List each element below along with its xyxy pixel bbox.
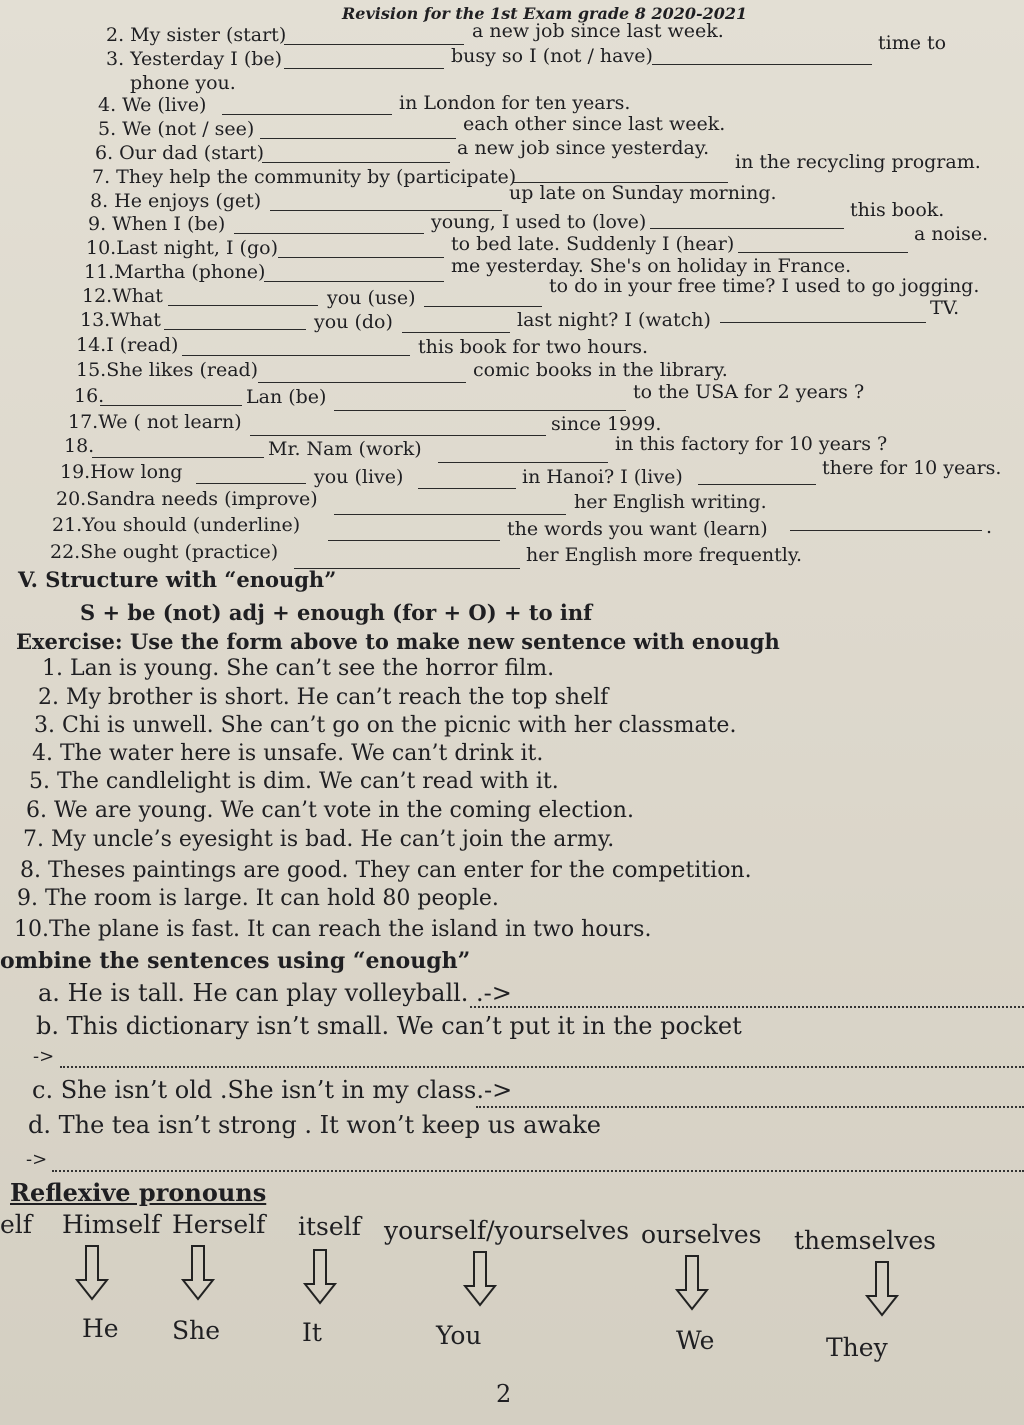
- combine-b-answer-line[interactable]: [60, 1066, 1024, 1068]
- combine-b-arrow: ->: [33, 1046, 55, 1067]
- q21-part-b: the words you want (learn): [507, 518, 768, 540]
- enough-item-3: 3. Chi is unwell. She can’t go on the picnic with her classmate.: [34, 713, 737, 738]
- q16-blank-2[interactable]: [334, 410, 626, 411]
- q4-part-a: 4. We (live): [98, 94, 207, 116]
- pronoun-itself: itself: [298, 1212, 361, 1241]
- q10-blank-1[interactable]: [278, 257, 444, 258]
- pronoun-yourself-yourselves: yourself/yourselves: [384, 1216, 630, 1245]
- down-arrow-icon: [462, 1250, 498, 1308]
- subject-they: They: [826, 1333, 888, 1362]
- pronoun-elf: elf: [0, 1210, 33, 1239]
- q19-part-d: there for 10 years.: [822, 457, 1002, 479]
- q17-blank[interactable]: [250, 435, 546, 436]
- q10-part-a: 10.Last night, I (go): [86, 237, 278, 259]
- q10-part-b: to bed late. Suddenly I (hear): [451, 233, 735, 255]
- subject-she: She: [172, 1316, 221, 1345]
- q17-part-a: 17.We ( not learn): [68, 411, 242, 433]
- q15-blank[interactable]: [258, 382, 466, 383]
- q12-part-c: to do in your free time? I used to go jogging.: [549, 275, 980, 297]
- enough-formula: S + be (not) adj + enough (for + O) + to inf: [80, 600, 593, 625]
- q4-blank[interactable]: [222, 114, 392, 115]
- q12-part-a: 12.What: [82, 285, 163, 307]
- q13-part-d: TV.: [930, 297, 960, 319]
- q2-part-a: 2. My sister (start): [106, 24, 287, 46]
- subject-he: He: [82, 1314, 119, 1343]
- section-v-title: V. Structure with “enough”: [18, 567, 337, 592]
- q6-blank[interactable]: [262, 162, 450, 163]
- pronoun-themselves: themselves: [794, 1226, 937, 1255]
- q3-blank-1[interactable]: [284, 68, 444, 69]
- enough-item-10: 10.The plane is fast. It can reach the island in two hours.: [14, 917, 652, 942]
- q9-part-a: 9. When I (be): [88, 213, 226, 235]
- q18-part-c: in this factory for 10 years ?: [615, 433, 888, 455]
- q5-part-b: each other since last week.: [463, 113, 726, 135]
- q16-blank-1[interactable]: [100, 405, 242, 406]
- q20-part-a: 20.Sandra needs (improve): [56, 488, 318, 510]
- down-arrow-icon: [674, 1254, 710, 1312]
- q21-blank-2[interactable]: [790, 530, 982, 531]
- q11-part-a: 11.Martha (phone): [84, 261, 266, 283]
- down-arrow-icon: [302, 1248, 338, 1306]
- q6-part-b: a new job since yesterday.: [457, 137, 710, 159]
- q18-blank-1[interactable]: [92, 457, 264, 458]
- q9-part-b: young, I used to (love): [431, 211, 647, 233]
- enough-item-7: 7. My uncle’s eyesight is bad. He can’t join the army.: [23, 827, 615, 852]
- enough-item-2: 2. My brother is short. He can’t reach the top shelf: [38, 685, 609, 710]
- q9-part-c: this book.: [850, 199, 945, 221]
- q20-blank[interactable]: [334, 514, 566, 515]
- combine-a: a. He is tall. He can play volleyball. .->: [38, 979, 512, 1007]
- q13-part-c: last night? I (watch): [517, 309, 711, 331]
- pronoun-herself: Herself: [172, 1210, 266, 1239]
- q13-blank-1[interactable]: [164, 329, 306, 330]
- reflexive-title: Reflexive pronouns: [10, 1178, 267, 1207]
- q19-part-a: 19.How long: [60, 461, 183, 483]
- q21-part-a: 21.You should (underline): [52, 514, 301, 536]
- q19-part-b: you (live): [314, 466, 404, 488]
- enough-item-8: 8. Theses paintings are good. They can enter for the competition.: [20, 858, 752, 883]
- q3-blank-2[interactable]: [652, 64, 872, 65]
- q15-part-a: 15.She likes (read): [76, 359, 259, 381]
- pronoun-himself: Himself: [62, 1210, 161, 1239]
- q3-part-c: time to: [878, 32, 947, 54]
- q15-part-b: comic books in the library.: [473, 359, 728, 381]
- q3-part-b: busy so I (not / have): [451, 45, 653, 67]
- q21-part-c: .: [986, 516, 993, 538]
- q11-blank[interactable]: [264, 281, 444, 282]
- q11-part-b: me yesterday. She's on holiday in France.: [451, 255, 852, 277]
- q10-part-c: a noise.: [914, 223, 989, 245]
- q7-part-b: in the recycling program.: [735, 151, 981, 173]
- combine-d-answer-line[interactable]: [52, 1170, 1024, 1172]
- q20-part-b: her English writing.: [574, 491, 767, 513]
- q2-blank[interactable]: [284, 44, 464, 45]
- subject-you: You: [436, 1321, 482, 1350]
- q18-part-a: 18.: [64, 435, 95, 457]
- q13-blank-2[interactable]: [402, 332, 510, 333]
- q19-part-c: in Hanoi? I (live): [522, 466, 683, 488]
- combine-a-answer-line[interactable]: [470, 1006, 1024, 1008]
- q18-blank-2[interactable]: [438, 462, 608, 463]
- enough-item-6: 6. We are young. We can’t vote in the coming election.: [26, 798, 634, 823]
- q6-part-a: 6. Our dad (start): [95, 142, 265, 164]
- page-number: 2: [496, 1380, 512, 1408]
- combine-c: c. She isn’t old .She isn’t in my class.->: [32, 1076, 513, 1104]
- q16-part-a: 16.: [74, 385, 105, 407]
- subject-we: We: [676, 1326, 715, 1355]
- q8-part-a: 8. He enjoys (get): [90, 190, 262, 212]
- combine-d-arrow: ->: [26, 1149, 48, 1170]
- q14-part-b: this book for two hours.: [418, 336, 649, 358]
- q10-blank-2[interactable]: [738, 252, 908, 253]
- q12-part-b: you (use): [327, 287, 416, 309]
- q12-blank-1[interactable]: [168, 305, 318, 306]
- q7-part-a: 7. They help the community by (participate): [92, 166, 517, 188]
- enough-item-4: 4. The water here is unsafe. We can’t drink it.: [32, 741, 544, 766]
- q18-part-b: Mr. Nam (work): [268, 438, 422, 460]
- enough-item-9: 9. The room is large. It can hold 80 people.: [17, 886, 499, 911]
- q13-part-a: 13.What: [80, 309, 161, 331]
- q14-blank[interactable]: [182, 355, 410, 356]
- q19-blank-1[interactable]: [196, 483, 306, 484]
- combine-b: b. This dictionary isn’t small. We can’t put it in the pocket: [36, 1012, 742, 1040]
- q8-part-b: up late on Sunday morning.: [509, 182, 777, 204]
- combine-title: ombine the sentences using “enough”: [0, 948, 471, 974]
- down-arrow-icon: [180, 1244, 216, 1302]
- q12-blank-2[interactable]: [424, 306, 542, 307]
- q3-part-d: phone you.: [130, 72, 236, 94]
- q16-part-b: Lan (be): [246, 386, 327, 408]
- q22-part-a: 22.She ought (practice): [50, 541, 279, 563]
- q22-part-b: her English more frequently.: [526, 544, 803, 566]
- q5-blank[interactable]: [260, 138, 456, 139]
- enough-item-5: 5. The candlelight is dim. We can’t read with it.: [29, 769, 559, 794]
- q13-blank-3[interactable]: [720, 322, 926, 323]
- q5-part-a: 5. We (not / see): [98, 118, 255, 140]
- q14-part-a: 14.I (read): [76, 334, 179, 356]
- q21-blank-1[interactable]: [328, 540, 500, 541]
- q9-blank-2[interactable]: [650, 228, 844, 229]
- q17-part-b: since 1999.: [551, 413, 662, 435]
- q3-part-a: 3. Yesterday I (be): [106, 48, 283, 70]
- combine-c-answer-line[interactable]: [476, 1106, 1024, 1108]
- down-arrow-icon: [74, 1244, 110, 1302]
- q2-part-b: a new job since last week.: [472, 20, 724, 42]
- q13-part-b: you (do): [314, 311, 393, 333]
- q19-blank-2[interactable]: [418, 488, 516, 489]
- q9-blank-1[interactable]: [234, 233, 424, 234]
- q19-blank-3[interactable]: [698, 484, 816, 485]
- subject-it: It: [302, 1318, 322, 1347]
- combine-d: d. The tea isn’t strong . It won’t keep us awake: [28, 1111, 601, 1139]
- pronoun-ourselves: ourselves: [641, 1220, 762, 1249]
- page-header: Revision for the 1st Exam grade 8 2020-2021: [342, 4, 748, 23]
- q16-part-c: to the USA for 2 years ?: [633, 381, 865, 403]
- down-arrow-icon: [864, 1260, 900, 1318]
- enough-item-1: 1. Lan is young. She can’t see the horror film.: [42, 656, 555, 681]
- q4-part-b: in London for ten years.: [399, 92, 631, 114]
- exercise-instruction: Exercise: Use the form above to make new sentence with enough: [16, 629, 780, 654]
